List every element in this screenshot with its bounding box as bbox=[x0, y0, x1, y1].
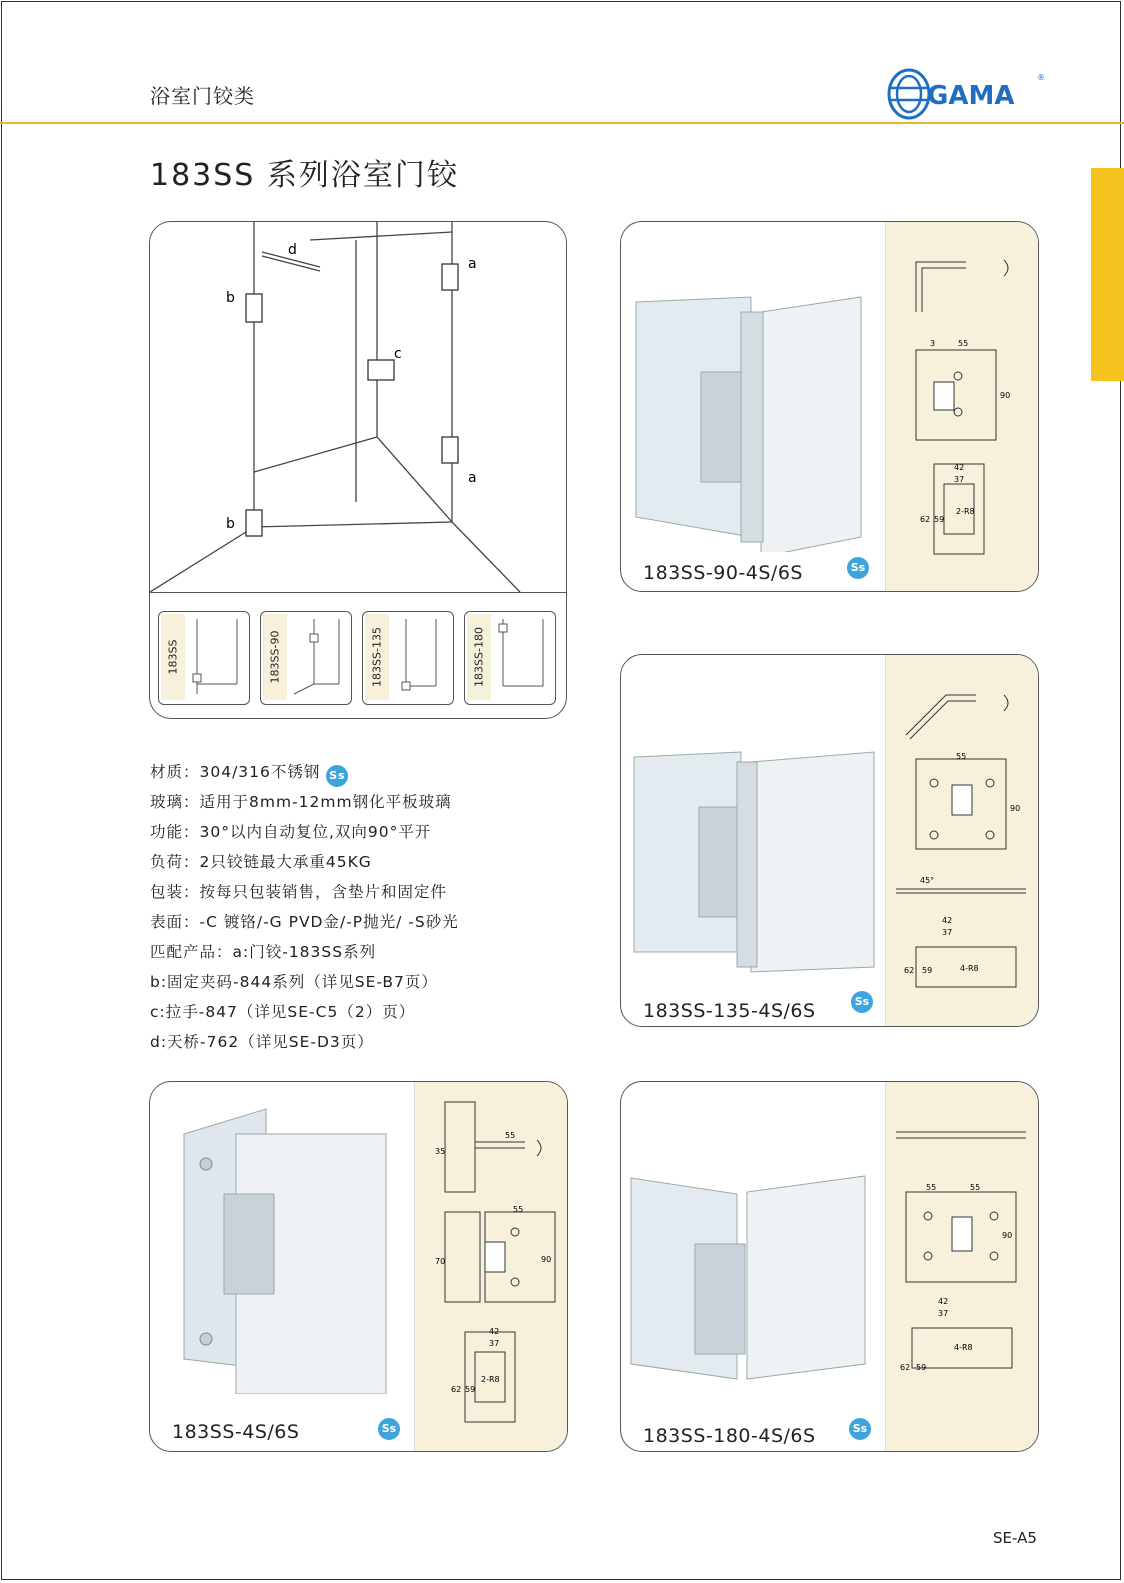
page-title: 183SS 系列浴室门铰 bbox=[150, 158, 459, 193]
svg-text:37: 37 bbox=[489, 1339, 500, 1348]
spec-list bbox=[150, 757, 459, 1057]
svg-text:90: 90 bbox=[1002, 1231, 1013, 1240]
spec-load: 负荷：2只铰链最大承重45KG bbox=[150, 853, 372, 871]
dimension-drawing-area bbox=[885, 1082, 1038, 1451]
spec-matching-d: d:天桥-762（详见SE-D3页） bbox=[150, 1033, 374, 1051]
svg-text:4-R8: 4-R8 bbox=[960, 964, 979, 973]
gama-logo bbox=[887, 66, 1047, 122]
category-title: 浴室门铰类 bbox=[150, 84, 255, 108]
model-label: 183SS-135-4S/6S bbox=[643, 1000, 816, 1022]
spec-matching-a: 匹配产品：a:门铰-183SS系列 bbox=[150, 943, 377, 961]
label-b-top: b bbox=[226, 290, 235, 306]
svg-text:90: 90 bbox=[1010, 804, 1021, 813]
spec-glass: 玻璃：适用于8mm-12mm钢化平板玻璃 bbox=[150, 793, 452, 811]
svg-text:62: 62 bbox=[900, 1363, 911, 1372]
ss-badge: Ss bbox=[851, 991, 873, 1013]
ss-badge: Ss bbox=[847, 557, 869, 579]
svg-text:55: 55 bbox=[926, 1183, 937, 1192]
svg-text:3: 3 bbox=[930, 339, 936, 348]
dimension-drawing-area bbox=[885, 655, 1038, 1026]
product-panel-183ss bbox=[149, 1081, 568, 1452]
svg-text:45°: 45° bbox=[920, 876, 935, 885]
svg-text:35: 35 bbox=[435, 1147, 446, 1156]
svg-text:62: 62 bbox=[904, 966, 915, 975]
spec-finish: 表面：-C 镀铬/-G PVD金/-P抛光/ -S砂光 bbox=[150, 913, 459, 931]
product-panel-183ss-90 bbox=[620, 221, 1039, 592]
svg-text:®: ® bbox=[1037, 73, 1045, 82]
hinge-180-dimensions bbox=[886, 1082, 1038, 1452]
hinge-135-photo bbox=[629, 747, 889, 977]
hinge-135-dimensions bbox=[886, 655, 1038, 1027]
spec-matching-c: c:拉手-847（详见SE-C5（2）页） bbox=[150, 1003, 416, 1021]
model-label: 183SS-4S/6S bbox=[172, 1421, 300, 1443]
svg-text:42: 42 bbox=[938, 1297, 949, 1306]
svg-text:59: 59 bbox=[922, 966, 933, 975]
product-panel-183ss-180 bbox=[620, 1081, 1039, 1452]
hinge-90-photo bbox=[631, 292, 891, 552]
hinge-90-dimensions bbox=[886, 222, 1038, 592]
spec-matching-b: b:固定夹码-844系列（详见SE-B7页） bbox=[150, 973, 438, 991]
model-label: 183SS-180-4S/6S bbox=[643, 1425, 816, 1447]
page-number: SE-A5 bbox=[993, 1529, 1037, 1547]
spec-material: 材质：304/316不锈钢 Ss bbox=[150, 757, 459, 787]
svg-text:90: 90 bbox=[1000, 391, 1011, 400]
hinge-wall-dimensions bbox=[415, 1082, 567, 1452]
label-a-bottom: a bbox=[468, 470, 477, 486]
label-c: c bbox=[394, 346, 402, 362]
svg-text:42: 42 bbox=[489, 1327, 500, 1336]
svg-text:55: 55 bbox=[505, 1131, 516, 1140]
model-label: 183SS-90-4S/6S bbox=[643, 562, 803, 584]
svg-text:42: 42 bbox=[954, 463, 965, 472]
svg-text:90: 90 bbox=[541, 1255, 552, 1264]
brand-text: GAMA bbox=[927, 81, 1015, 111]
ss-badge: Ss bbox=[378, 1418, 400, 1440]
spec-packing: 包装：按每只包装销售，含垫片和固定件 bbox=[150, 883, 448, 901]
label-b-bottom: b bbox=[226, 516, 235, 532]
thumbnail-183ss-135: 183SS-135 bbox=[362, 611, 454, 705]
spec-function: 功能：30°以内自动复位,双向90°平开 bbox=[150, 823, 432, 841]
svg-text:37: 37 bbox=[954, 475, 965, 484]
svg-text:62: 62 bbox=[451, 1385, 462, 1394]
label-a-top: a bbox=[468, 256, 477, 272]
svg-text:4-R8: 4-R8 bbox=[954, 1343, 973, 1352]
product-panel-183ss-135 bbox=[620, 654, 1039, 1027]
label-d: d bbox=[288, 242, 297, 258]
svg-text:59: 59 bbox=[465, 1385, 476, 1394]
svg-text:37: 37 bbox=[938, 1309, 949, 1318]
svg-text:55: 55 bbox=[958, 339, 969, 348]
ss-badge: Ss bbox=[849, 1418, 871, 1440]
svg-text:62: 62 bbox=[920, 515, 931, 524]
hinge-180-photo bbox=[625, 1164, 885, 1394]
hinge-wall-photo bbox=[178, 1104, 408, 1394]
svg-text:55: 55 bbox=[513, 1205, 524, 1214]
svg-text:70: 70 bbox=[435, 1257, 446, 1266]
svg-text:59: 59 bbox=[916, 1363, 927, 1372]
svg-text:55: 55 bbox=[956, 752, 967, 761]
thumbnail-183ss-180: 183SS-180 bbox=[464, 611, 556, 705]
header-divider bbox=[0, 122, 1124, 124]
svg-text:42: 42 bbox=[942, 916, 953, 925]
dimension-drawing-area bbox=[414, 1082, 567, 1451]
dimension-drawing-area bbox=[885, 222, 1038, 591]
thumbnail-183ss-90: 183SS-90 bbox=[260, 611, 352, 705]
thumbnail-183ss: 183SS bbox=[158, 611, 250, 705]
svg-text:37: 37 bbox=[942, 928, 953, 937]
svg-text:59: 59 bbox=[934, 515, 945, 524]
svg-text:2-R8: 2-R8 bbox=[956, 507, 975, 516]
shower-enclosure-drawing bbox=[150, 222, 567, 592]
section-tab bbox=[1091, 168, 1124, 381]
ss-badge: Ss bbox=[326, 765, 348, 787]
svg-text:2-R8: 2-R8 bbox=[481, 1375, 500, 1384]
svg-text:55: 55 bbox=[970, 1183, 981, 1192]
